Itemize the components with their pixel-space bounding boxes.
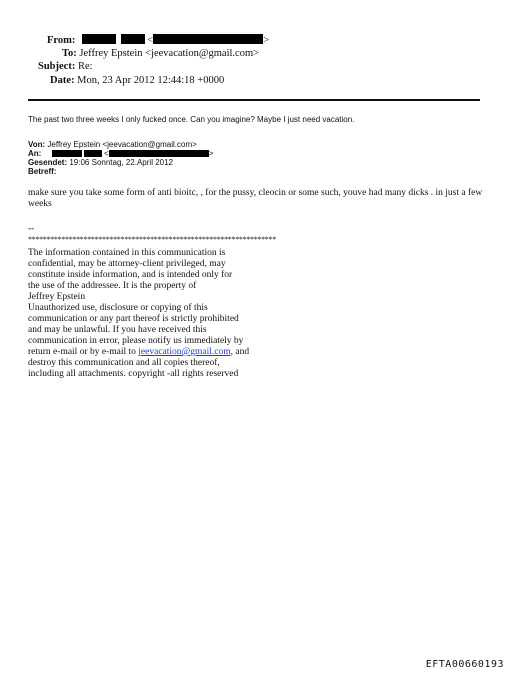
redaction-box: [121, 34, 145, 44]
signature-dashes: --: [28, 224, 35, 234]
subject-value: Re:: [77, 61, 93, 72]
gesendet-label: Gesendet:: [28, 158, 68, 167]
message-text: The past two three weeks I only fucked once. Can you imagine? Maybe I just need vacation.: [28, 115, 355, 124]
to-row: [62, 47, 259, 60]
date-value: Mon, 23 Apr 2012 12:44:18 +0000: [77, 75, 225, 86]
gesendet-value: 19:06 Sonntag, 22.April 2012: [69, 158, 173, 167]
disclaimer-text: return e-mail or by e-mail to: [28, 347, 139, 357]
disclaimer-line: the use of the addressee. It is the property of: [28, 281, 197, 291]
to-label: To:: [62, 48, 77, 59]
quoted-betreff-row: [28, 168, 56, 177]
quoted-body: make sure you take some form of anti bioitc, , for the pussy, cleocin or some such, youve had many dicks . in just a few weeks: [28, 188, 483, 209]
signature-stars: *******************************************************************: [28, 235, 276, 244]
header-divider: [28, 99, 480, 101]
document-id: EFTA00660193: [425, 659, 504, 670]
disclaimer-text: , and: [230, 347, 250, 357]
quoted-von-row: [28, 141, 197, 150]
angle-close: >: [263, 35, 270, 46]
angle-open: <: [104, 149, 109, 158]
disclaimer-line: confidential, may be attorney-client privileged, may: [28, 259, 226, 269]
angle-open: <: [147, 35, 154, 46]
redaction-box: [82, 34, 116, 44]
subject-row: [38, 60, 93, 73]
disclaimer-line: communication or any part thereof is strictly prohibited: [28, 314, 239, 324]
redaction-box: [84, 150, 102, 157]
date-label: Date:: [50, 75, 75, 86]
from-label: From:: [47, 35, 76, 46]
disclaimer-line: constitute inside information, and is intended only for: [28, 270, 233, 280]
disclaimer-line: Jeffrey Epstein: [28, 292, 86, 302]
disclaimer-line-with-link: [28, 347, 249, 358]
von-label: Von:: [28, 140, 46, 149]
betreff-label: Betreff:: [28, 167, 57, 176]
to-value: Jeffrey Epstein <jeevacation@gmail.com>: [79, 48, 260, 59]
subject-label: Subject:: [38, 61, 76, 72]
disclaimer-line: and may be unlawful. If you have received this: [28, 325, 207, 335]
redaction-box: [109, 150, 209, 157]
disclaimer-line: The information contained in this communication is: [28, 248, 226, 258]
email-link[interactable]: jeevacation@gmail.com: [138, 347, 231, 357]
von-value: Jeffrey Epstein <jeevacation@gmail.com>: [47, 140, 197, 149]
disclaimer-line: destroy this communication and all copies thereof,: [28, 358, 220, 368]
redaction-box: [153, 34, 263, 44]
date-row: [50, 74, 224, 87]
an-label: An:: [28, 149, 42, 158]
disclaimer-line: communication in error, please notify us immediately by: [28, 336, 244, 346]
redaction-box: [52, 150, 82, 157]
from-row: [47, 34, 269, 47]
disclaimer-line: including all attachments. copyright -all rights reserved: [28, 369, 239, 379]
disclaimer-line: Unauthorized use, disclosure or copying of this: [28, 303, 208, 313]
angle-close: >: [208, 149, 214, 158]
